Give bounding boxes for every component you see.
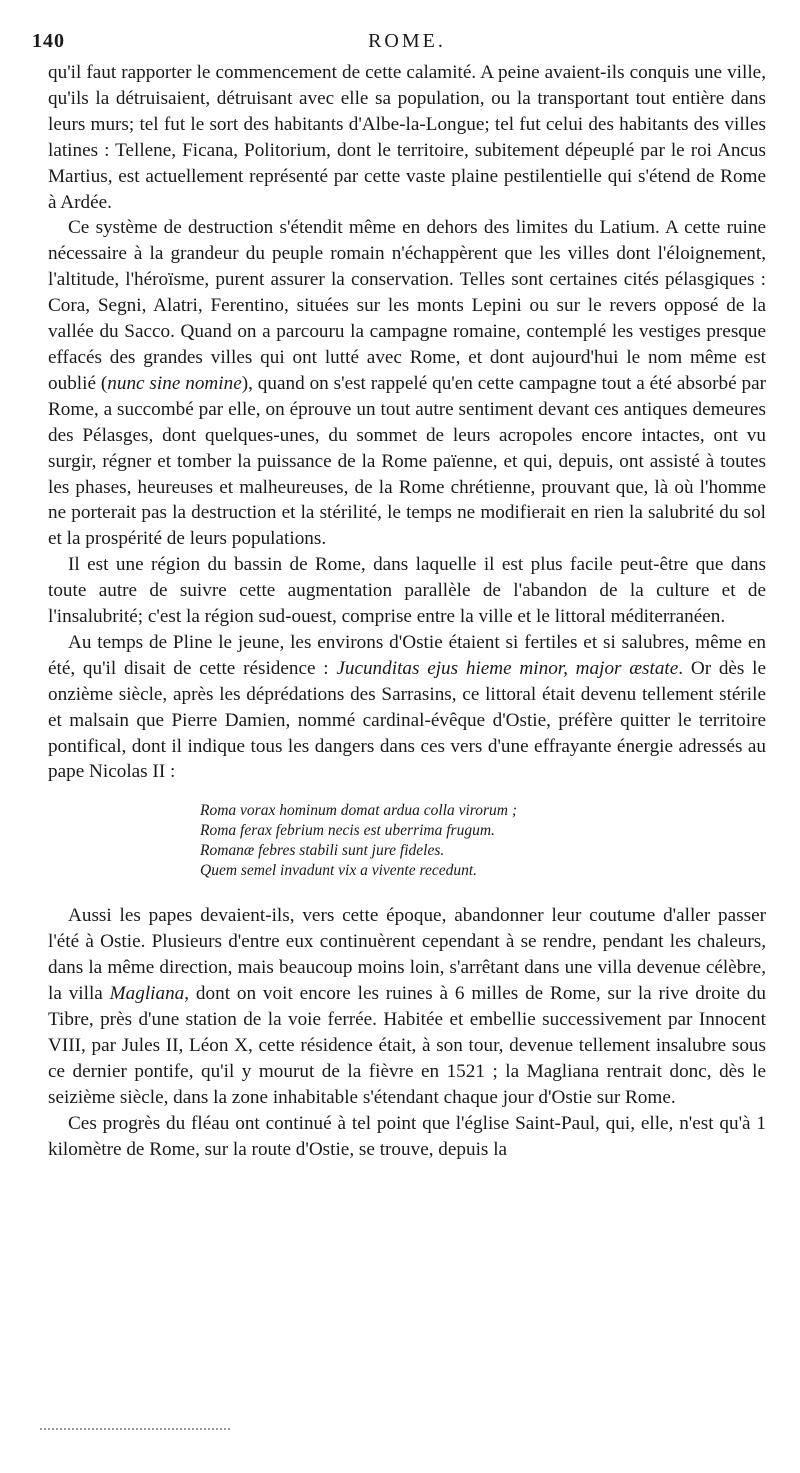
- text-segment: , dont on voit encore les ruines à 6 milles de Rome, sur la rive droite du Tibre, près d'une station de la voie ferrée. Habitée et embellie successivement par Innocent VIII, par Jules II, Léon X, cette résidence était, à son tour, devenue tellement insalubre sous ce dernier pontife, qu'il y mourut de la fièvre en 1521 ; la Magliana rentrait donc, dès le seizième siècle, dans la zone inhabitable s'étendant chaque jour d'Ostie sur Rome.: [48, 983, 766, 1108]
- paragraph: [48, 1111, 766, 1163]
- italic-phrase: Jucunditas ejus hieme minor, major æstate: [336, 657, 679, 679]
- text-segment: qu'il faut rapporter le commencement de cette calamité. A peine avaient-ils conquis une ville, qu'ils la détruisaient, détruisant avec elle sa population, ou la transportant tout entière dans leurs murs; tel fut le sort des habitants d'Albe-la-Longue; tel fut celui des habitants des villes latines : Tellene, Ficana, Politorium, dont le territoire, subitement dépeuplé par le roi Ancus Martius, est actuellement représenté par cette vaste plaine pestilentielle qui s'étend de Rome à Ardée.: [48, 62, 766, 213]
- footer-dotted-rule: [40, 1428, 230, 1430]
- verse-line: Roma vorax hominum domat ardua colla virorum ;: [200, 802, 518, 820]
- paragraph: [48, 215, 766, 552]
- book-page: [32, 26, 766, 1446]
- text-segment: Au temps de Pline le jeune, les environs d'Ostie étaient si fertiles et si salubres, même en été, qu'il disait de cette résidence :: [48, 631, 766, 679]
- verse-line: Roma ferax febrium necis est uberrima frugum.: [200, 822, 495, 840]
- text-segment: ), quand on s'est rappelé qu'en cette campagne tout a été absorbé par Rome, a succombé par elle, on éprouve un tout autre sentiment devant ces antiques demeures des Pélasges, dont quelques-unes, du sommet de leurs acropoles encore intactes, ont vu surgir, régner et tomber la puissance de la Rome païenne, et qui, depuis, ont assisté à toutes les phases, heureuses et malheureuses, de la Rome chrétienne, prouvant que, là où l'homme ne porterait pas la destruction et la stérilité, le temps ne modifierait en rien la salubrité du sol et la prospérité de leurs populations.: [48, 372, 766, 550]
- italic-phrase: nunc sine nomine: [107, 372, 242, 394]
- verse-line: Quem semel invadunt vix a vivente recedunt.: [200, 862, 478, 880]
- paragraph: [48, 903, 766, 1110]
- paragraph: [48, 630, 766, 785]
- text-segment: Il est une région du bassin de Rome, dans laquelle il est plus facile peut-être que dans toute autre de suivre cette augmentation parallèle de l'abandon de la culture et de l'insalubrité; c'est la région sud-ouest, comprise entre la ville et le littoral méditerranéen.: [48, 554, 766, 628]
- text-segment: . Or dès le onzième siècle, après les déprédations des Sarrasins, ce littoral était devenu tellement stérile et malsain que Pierre Damien, nommé cardinal-évêque d'Ostie, préfère quitter le territoire pontifical, dont il indique tous les dangers dans ces vers d'une effrayante énergie adressés au pape Nicolas II :: [48, 657, 766, 783]
- italic-phrase: Magliana: [109, 983, 185, 1005]
- text-segment: Ce système de destruction s'étendit même en dehors des limites du Latium. A cette ruine nécessaire à la grandeur du peuple romain n'échappèrent que les villes dont l'éloignement, l'altitude, l'héroïsme, purent assurer la conservation. Telles sont certaines cités pélasgiques : Cora, Segni, Alatri, Ferentino, situées sur les monts Lepini ou sur le revers opposé de la vallée du Sacco. Quand on a parcouru la campagne romaine, contemplé les vestiges presque effacés des grandes villes qui ont lutté avec Rome, et dont aujourd'hui le nom même est oublié (: [48, 217, 766, 394]
- page-number: 140: [32, 30, 65, 52]
- running-title: ROME.: [368, 30, 446, 52]
- text-segment: Aussi les papes devaient-ils, vers cette époque, abandonner leur coutume d'aller passer l'été à Ostie. Plusieurs d'entre eux continuèrent cependant à se rendre, pendant les chaleurs, dans la même direction, mais beaucoup moins loin, s'arrêtant dans une villa devenue célèbre, la villa: [48, 905, 766, 1005]
- text-segment: Ces progrès du fléau ont continué à tel point que l'église Saint-Paul, qui, elle, n'est qu'à 1 kilomètre de Rome, sur la route d'Ostie, se trouve, depuis la: [48, 1112, 766, 1160]
- paragraph: [48, 552, 766, 630]
- verse-line: Romanæ febres stabili sunt jure fideles.: [200, 842, 445, 860]
- page-header: [32, 26, 766, 60]
- paragraph: [48, 60, 766, 215]
- latin-verse: [200, 801, 766, 881]
